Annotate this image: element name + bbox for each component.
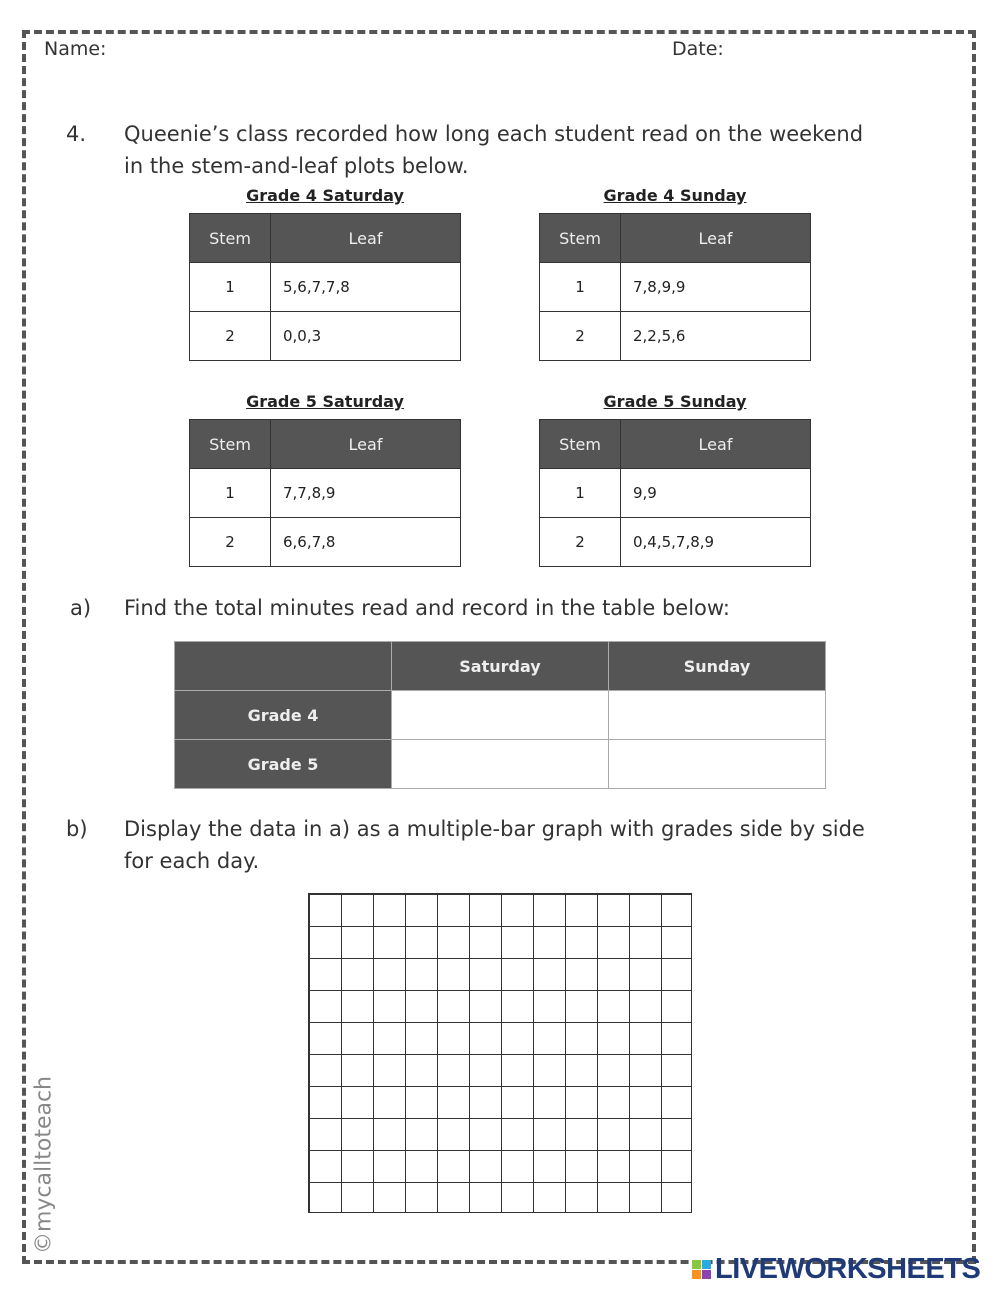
graph-grid[interactable] bbox=[308, 893, 692, 1213]
leaf-header: Leaf bbox=[621, 420, 811, 469]
leaf-cell: 7,8,9,9 bbox=[621, 263, 811, 312]
table-row bbox=[190, 263, 461, 312]
totals-col-sunday: Sunday bbox=[609, 642, 826, 691]
answer-cell-g4-sunday[interactable] bbox=[609, 691, 826, 740]
stem-leaf-g4-sun bbox=[539, 213, 811, 361]
plot-title-g5-sun: Grade 5 Sunday bbox=[603, 392, 747, 411]
copyright-watermark: ©mycalltoteach bbox=[31, 1075, 57, 1255]
name-label: Name: bbox=[44, 38, 107, 60]
table-row bbox=[190, 469, 461, 518]
part-b-label: b) bbox=[66, 817, 88, 841]
leaf-cell: 2,2,5,6 bbox=[621, 312, 811, 361]
logo-icon bbox=[692, 1260, 711, 1279]
table-row bbox=[540, 469, 811, 518]
table-row bbox=[175, 740, 826, 789]
table-row bbox=[540, 312, 811, 361]
stem-cell: 1 bbox=[190, 469, 271, 518]
answer-cell-g5-saturday[interactable] bbox=[392, 740, 609, 789]
totals-row-grade4: Grade 4 bbox=[175, 691, 392, 740]
totals-table bbox=[174, 641, 826, 789]
leaf-header: Leaf bbox=[621, 214, 811, 263]
stem-header: Stem bbox=[190, 420, 271, 469]
answer-cell-g5-sunday[interactable] bbox=[609, 740, 826, 789]
plot-title-g4-sun: Grade 4 Sunday bbox=[603, 186, 747, 205]
question-text bbox=[124, 118, 944, 182]
liveworksheets-logo[interactable] bbox=[692, 1252, 980, 1286]
leaf-cell: 6,6,7,8 bbox=[271, 518, 461, 567]
stem-leaf-g4-sat bbox=[189, 213, 461, 361]
part-b-text bbox=[124, 813, 944, 877]
stem-header: Stem bbox=[190, 214, 271, 263]
leaf-cell: 0,0,3 bbox=[271, 312, 461, 361]
plot-title-g5-sat: Grade 5 Saturday bbox=[246, 392, 404, 411]
leaf-cell: 0,4,5,7,8,9 bbox=[621, 518, 811, 567]
stem-leaf-g5-sat bbox=[189, 419, 461, 567]
part-a-text: Find the total minutes read and record in the table below: bbox=[124, 596, 730, 620]
leaf-cell: 5,6,7,7,8 bbox=[271, 263, 461, 312]
part-b-line-1: Display the data in a) as a multiple-bar graph with grades side by side bbox=[124, 817, 865, 841]
stem-leaf-g5-sun bbox=[539, 419, 811, 567]
question-number: 4. bbox=[66, 122, 87, 146]
stem-cell: 1 bbox=[190, 263, 271, 312]
table-row bbox=[540, 263, 811, 312]
leaf-cell: 7,7,8,9 bbox=[271, 469, 461, 518]
stem-header: Stem bbox=[540, 420, 621, 469]
leaf-header: Leaf bbox=[271, 214, 461, 263]
totals-row-grade5: Grade 5 bbox=[175, 740, 392, 789]
table-row bbox=[190, 518, 461, 567]
totals-col-saturday: Saturday bbox=[392, 642, 609, 691]
table-row bbox=[175, 691, 826, 740]
leaf-header: Leaf bbox=[271, 420, 461, 469]
table-row bbox=[540, 518, 811, 567]
stem-cell: 1 bbox=[540, 263, 621, 312]
stem-cell: 1 bbox=[540, 469, 621, 518]
plot-title-g4-sat: Grade 4 Saturday bbox=[246, 186, 404, 205]
table-row bbox=[190, 312, 461, 361]
totals-corner bbox=[175, 642, 392, 691]
logo-text: LIVEWORKSHEETS bbox=[715, 1252, 981, 1285]
stem-cell: 2 bbox=[540, 312, 621, 361]
question-line-1: Queenie’s class recorded how long each student read on the weekend bbox=[124, 122, 864, 146]
part-a-label: a) bbox=[70, 596, 92, 620]
part-b-line-2: for each day. bbox=[124, 849, 260, 873]
leaf-cell: 9,9 bbox=[621, 469, 811, 518]
stem-cell: 2 bbox=[190, 312, 271, 361]
question-line-2: in the stem-and-leaf plots below. bbox=[124, 154, 469, 178]
stem-cell: 2 bbox=[540, 518, 621, 567]
answer-cell-g4-saturday[interactable] bbox=[392, 691, 609, 740]
stem-cell: 2 bbox=[190, 518, 271, 567]
date-label: Date: bbox=[672, 38, 724, 60]
stem-header: Stem bbox=[540, 214, 621, 263]
